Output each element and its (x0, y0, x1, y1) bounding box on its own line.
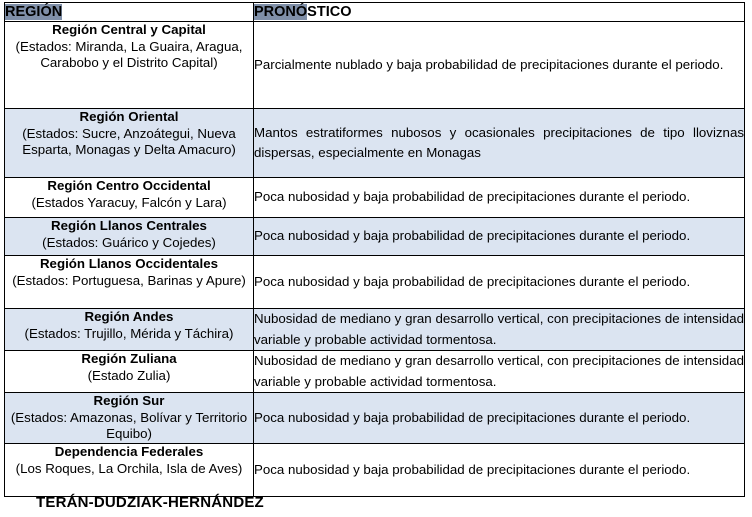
table-row (5, 178, 745, 218)
region-cell (5, 444, 254, 497)
region-cell (5, 22, 254, 109)
table-row (5, 393, 745, 444)
region-cell (5, 393, 254, 444)
region-states: (Estados: Trujillo, Mérida y Táchira) (24, 325, 234, 341)
region-name: Región Centro Occidental (47, 178, 211, 193)
region-states: (Los Roques, La Orchila, Isla de Aves) (15, 460, 243, 476)
region-name: Región Llanos Centrales (51, 218, 207, 233)
table-row (5, 218, 745, 256)
forecast-cell: Poca nubosidad y baja probabilidad de precipitaciones durante el periodo. (254, 393, 745, 444)
forecast-cell: Parcialmente nublado y baja probabilidad de precipitaciones durante el periodo. (254, 22, 745, 109)
forecast-cell: Poca nubosidad y baja probabilidad de precipitaciones durante el periodo. (254, 218, 745, 256)
table-row (5, 351, 745, 393)
authors-signature: TERÁN-DUDZIAK-HERNÁNDEZ (36, 494, 264, 511)
forecast-header-label-highlighted: PRONÓ (254, 4, 308, 20)
table-header-row (5, 3, 745, 22)
table-row (5, 444, 745, 497)
region-name: Región Llanos Occidentales (39, 256, 219, 271)
forecast-cell: Mantos estratiformes nubosos y ocasionales precipitaciones de tipo lloviznas dispersas, especialmente en Monagas (254, 109, 745, 178)
region-states: (Estados: Portuguesa, Barinas y Apure) (12, 272, 246, 288)
region-states: (Estados: Guárico y Cojedes) (42, 234, 216, 250)
region-cell (5, 109, 254, 178)
forecast-cell: Poca nubosidad y baja probabilidad de precipitaciones durante el periodo. (254, 256, 745, 309)
table-row (5, 22, 745, 109)
region-cell (5, 218, 254, 256)
region-states: (Estados: Miranda, La Guaira, Aragua, Carabobo y el Distrito Capital) (15, 38, 243, 70)
forecast-column-header (254, 3, 745, 22)
forecast-cell: Poca nubosidad y baja probabilidad de precipitaciones durante el periodo. (254, 444, 745, 497)
region-name: Dependencia Federales (54, 444, 204, 459)
region-name: Región Sur (93, 393, 165, 408)
region-header-label: REGIÓN (5, 4, 63, 20)
region-states: (Estados: Sucre, Anzoátegui, Nueva Esparta, Monagas y Delta Amacuro) (22, 125, 236, 157)
table-row (5, 109, 745, 178)
region-cell (5, 309, 254, 351)
region-states: (Estado Zulia) (87, 367, 171, 383)
region-name: Región Oriental (79, 109, 179, 124)
forecast-cell: Poca nubosidad y baja probabilidad de precipitaciones durante el periodo. (254, 178, 745, 218)
region-name: Región Central y Capital (52, 22, 206, 37)
table-row (5, 256, 745, 309)
forecast-header-label-rest: STICO (307, 4, 352, 20)
region-states: (Estados: Amazonas, Bolívar y Territorio Equibo) (10, 409, 248, 441)
forecast-cell: Nubosidad de mediano y gran desarrollo vertical, con precipitaciones de intensidad variable y probable actividad tormentosa. (254, 309, 745, 351)
forecast-cell: Nubosidad de mediano y gran desarrollo vertical, con precipitaciones de intensidad variable y probable actividad tormentosa. (254, 351, 745, 393)
region-cell (5, 178, 254, 218)
region-name: Región Zuliana (81, 351, 177, 366)
region-column-header (5, 3, 254, 22)
region-cell (5, 256, 254, 309)
region-cell (5, 351, 254, 393)
table-row (5, 309, 745, 351)
forecast-table (4, 2, 745, 497)
region-states: (Estados Yaracuy, Falcón y Lara) (31, 194, 227, 210)
region-name: Región Andes (84, 309, 174, 324)
